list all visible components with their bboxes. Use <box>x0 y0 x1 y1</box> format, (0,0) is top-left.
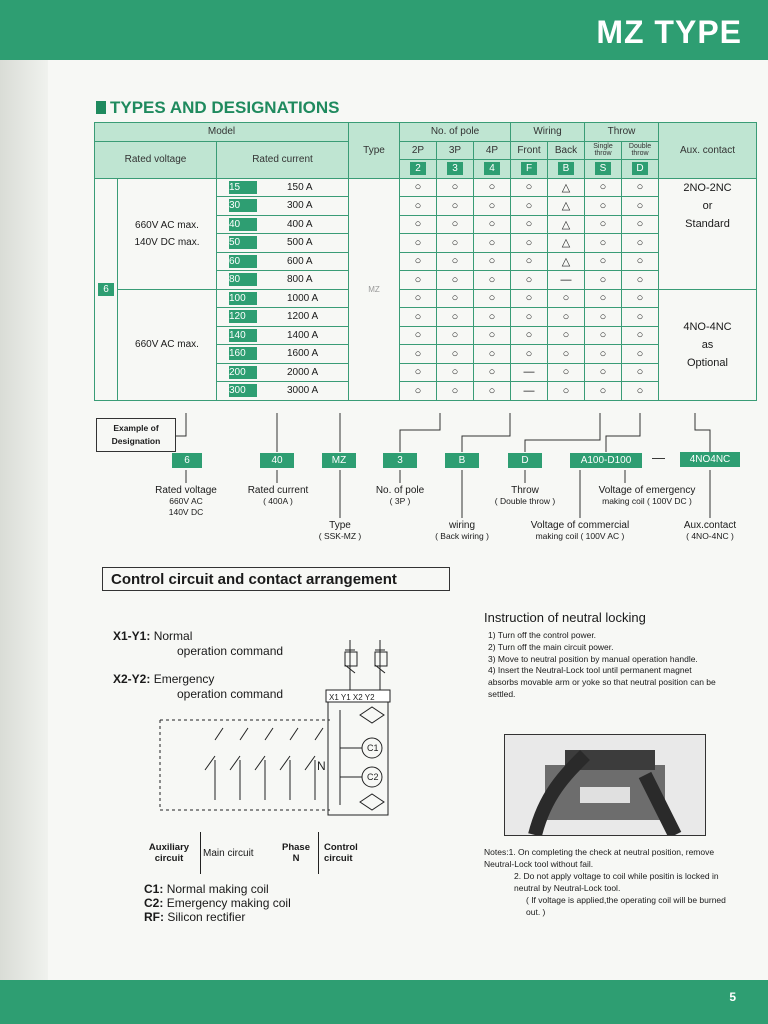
availability-mark: ○ <box>622 308 659 327</box>
availability-mark: ○ <box>511 197 548 216</box>
main-circuit-label: Main circuit <box>203 848 254 859</box>
neutral-lock-photo <box>504 734 706 836</box>
availability-mark: ○ <box>622 252 659 271</box>
availability-mark: △ <box>548 234 585 253</box>
availability-mark: ○ <box>437 382 474 401</box>
availability-mark: ○ <box>400 197 437 216</box>
control-circuit-diagram <box>140 630 420 830</box>
label-commercial-coil <box>518 520 642 542</box>
availability-mark: △ <box>548 215 585 234</box>
label-emergency-coil <box>582 485 712 507</box>
availability-mark: ○ <box>437 326 474 345</box>
current-value: 300 A <box>287 200 313 212</box>
availability-mark: ○ <box>400 234 437 253</box>
availability-mark: ○ <box>437 363 474 382</box>
availability-mark: ○ <box>400 345 437 364</box>
aux-optional: 4NO-4NC as Optional <box>659 289 757 400</box>
availability-mark: ○ <box>474 234 511 253</box>
code-pole: 3 <box>383 453 417 468</box>
availability-mark: ○ <box>622 178 659 197</box>
current-code: 120 <box>229 310 257 323</box>
legend-rf <box>144 910 291 924</box>
availability-mark: ○ <box>474 345 511 364</box>
label-throw-val: ( Double throw ) <box>494 496 556 506</box>
label-rated-voltage-vals: 660V AC 140V DC <box>168 496 204 517</box>
current-value: 1200 A <box>287 311 319 323</box>
c2-key: C2: <box>144 896 164 910</box>
rf-text: Silicon rectifier <box>167 910 246 924</box>
availability-mark: ○ <box>585 326 622 345</box>
label-pole-title: No. of pole <box>375 485 425 496</box>
current-code: 160 <box>229 347 257 360</box>
voltage-group1: 660V AC max. 140V DC max. <box>118 178 217 289</box>
availability-mark: ○ <box>400 178 437 197</box>
availability-mark: ○ <box>585 215 622 234</box>
current-value: 1600 A <box>287 348 319 360</box>
code-wiring: B <box>445 453 479 468</box>
label-aux-val: ( 4NO-4NC ) <box>686 531 734 541</box>
label-type <box>305 520 375 542</box>
availability-mark: ○ <box>511 271 548 290</box>
availability-mark: ○ <box>548 363 585 382</box>
throw-header: Throw <box>585 123 659 142</box>
instruction-step: 2) Turn off the main circuit power. <box>488 641 614 652</box>
availability-mark: ○ <box>585 271 622 290</box>
rf-key: RF: <box>144 910 164 924</box>
c1-text: Normal making coil <box>166 882 269 896</box>
label-throw-title: Throw <box>511 485 539 496</box>
label-emergency-val: making coil ( 100V DC ) <box>602 496 692 506</box>
availability-mark: ○ <box>437 234 474 253</box>
col-single-throw: Single throw <box>585 141 622 160</box>
rated-voltage-header: Rated voltage <box>95 141 217 178</box>
availability-mark: ○ <box>548 326 585 345</box>
availability-mark: ○ <box>585 345 622 364</box>
availability-mark: ○ <box>622 197 659 216</box>
col-2p: 2P <box>400 141 437 160</box>
availability-mark: ○ <box>548 308 585 327</box>
code-badge: S <box>595 162 611 175</box>
coil-c2-label: C2 <box>367 772 379 782</box>
page-title: MZ TYPE <box>596 14 742 50</box>
availability-mark: △ <box>548 252 585 271</box>
current-code: 40 <box>229 218 257 231</box>
divider <box>318 832 319 874</box>
instruction-title: Instruction of neutral locking <box>484 610 646 625</box>
label-aux-contact <box>668 520 752 542</box>
x2-key: X2-Y2: <box>113 672 151 686</box>
availability-mark: ○ <box>474 326 511 345</box>
note-item: 2. Do not apply voltage to coil while positin is locked in neutral by Neutral-Lock tool. <box>514 871 719 893</box>
aux-header: Aux. contact <box>659 123 757 179</box>
availability-mark: ○ <box>437 345 474 364</box>
terminal-labels: X1 Y1 X2 Y2 <box>329 693 375 702</box>
c2-text: Emergency making coil <box>166 896 291 910</box>
availability-mark: ○ <box>585 234 622 253</box>
label-rated-voltage <box>140 485 232 518</box>
label-type-val: ( SSK-MZ ) <box>318 531 362 541</box>
label-commercial-title: Voltage of commercial <box>530 520 630 531</box>
availability-mark: ○ <box>585 289 622 308</box>
availability-mark: ○ <box>548 289 585 308</box>
availability-mark: ○ <box>437 308 474 327</box>
availability-mark: ○ <box>622 271 659 290</box>
availability-mark: ○ <box>474 252 511 271</box>
col-4p: 4P <box>474 141 511 160</box>
label-commercial-val: making coil ( 100V AC ) <box>535 531 625 541</box>
code-type: MZ <box>322 453 356 468</box>
availability-mark: △ <box>548 178 585 197</box>
col-front: Front <box>511 141 548 160</box>
col-3p: 3P <box>437 141 474 160</box>
code-current: 40 <box>260 453 294 468</box>
availability-mark: ○ <box>474 178 511 197</box>
current-code: 60 <box>229 255 257 268</box>
voltage-code-badge: 6 <box>98 283 114 296</box>
label-throw <box>482 485 568 507</box>
label-wiring <box>420 520 504 542</box>
code-badge: D <box>632 162 648 175</box>
availability-mark: ○ <box>548 382 585 401</box>
coil-legend <box>144 882 291 924</box>
availability-mark: ○ <box>437 289 474 308</box>
x2-line2: operation command <box>177 687 284 701</box>
code-badge: 3 <box>447 162 463 175</box>
availability-mark: ○ <box>622 345 659 364</box>
code-coil-voltage: A100-D100 <box>570 453 642 468</box>
availability-mark: ○ <box>437 197 474 216</box>
availability-mark: ○ <box>474 215 511 234</box>
availability-mark: ○ <box>511 234 548 253</box>
label-rated-current <box>238 485 318 507</box>
label-aux-title: Aux.contact <box>683 520 737 531</box>
current-code: 30 <box>229 199 257 212</box>
availability-mark: ○ <box>622 289 659 308</box>
availability-mark: ○ <box>474 382 511 401</box>
availability-mark: ○ <box>585 382 622 401</box>
code-throw: D <box>508 453 542 468</box>
rated-current-header: Rated current <box>217 141 349 178</box>
note-item: Notes:1. On completing the check at neutral position, remove Neutral-Lock tool without fail. <box>484 847 715 869</box>
code-separator: — <box>652 450 665 465</box>
availability-mark: ○ <box>585 197 622 216</box>
footer-bar <box>0 980 768 1024</box>
label-wiring-val: ( Back wiring ) <box>435 531 489 541</box>
availability-mark: ○ <box>474 363 511 382</box>
instruction-list <box>488 630 716 701</box>
label-wiring-title: wiring <box>448 520 476 531</box>
availability-mark: ○ <box>511 289 548 308</box>
current-code: 100 <box>229 292 257 305</box>
availability-mark: ○ <box>622 234 659 253</box>
instruction-step: 4) Insert the Neutral-Lock tool until permanent magnet absorbs movable arm or yoke so that neutral position can be settled. <box>488 665 716 699</box>
availability-mark: ○ <box>511 326 548 345</box>
current-code: 50 <box>229 236 257 249</box>
availability-mark: ○ <box>474 289 511 308</box>
label-rated-current-title: Rated current <box>247 485 309 496</box>
type-cell: MZ <box>349 178 400 400</box>
availability-mark: ○ <box>622 363 659 382</box>
label-type-title: Type <box>329 520 351 531</box>
availability-mark: ○ <box>548 345 585 364</box>
availability-mark: ○ <box>437 252 474 271</box>
current-value: 150 A <box>287 181 313 193</box>
availability-mark: ○ <box>585 252 622 271</box>
availability-mark: ○ <box>437 178 474 197</box>
phase-label: Phase N <box>282 842 310 864</box>
availability-mark: ○ <box>400 363 437 382</box>
availability-mark: ○ <box>400 382 437 401</box>
section-title-text: TYPES AND DESIGNATIONS <box>110 98 340 117</box>
code-voltage: 6 <box>172 453 202 468</box>
current-code: 80 <box>229 273 257 286</box>
col-back: Back <box>548 141 585 160</box>
legend-c2 <box>144 896 291 910</box>
note-item: ( If voltage is applied,the operating coil will be burned out. ) <box>526 895 726 917</box>
label-rated-voltage-title: Rated voltage <box>155 485 217 496</box>
notes <box>484 846 734 918</box>
current-value: 3000 A <box>287 385 319 397</box>
current-value: 800 A <box>287 274 313 286</box>
wiring-header: Wiring <box>511 123 585 142</box>
availability-mark: ○ <box>511 345 548 364</box>
control-circuit-label: Control circuit <box>324 842 358 864</box>
x2-line1: Emergency <box>153 672 215 686</box>
current-value: 400 A <box>287 218 313 230</box>
divider <box>200 832 201 874</box>
voltage-group2: 660V AC max. <box>118 289 217 400</box>
availability-mark: ○ <box>474 271 511 290</box>
availability-mark: ○ <box>474 308 511 327</box>
availability-mark: ○ <box>585 363 622 382</box>
availability-mark: ○ <box>400 215 437 234</box>
instruction-step: 1) Turn off the control power. <box>488 630 597 640</box>
pole-header: No. of pole <box>400 123 511 142</box>
model-header: Model <box>95 123 349 142</box>
current-code: 200 <box>229 366 257 379</box>
availability-mark: — <box>548 271 585 290</box>
example-designation-box: Example of Designation <box>96 418 176 452</box>
availability-mark: ○ <box>511 215 548 234</box>
current-value: 1000 A <box>287 292 319 304</box>
c1-key: C1: <box>144 882 164 896</box>
availability-mark: ○ <box>622 326 659 345</box>
legend-c1 <box>144 882 291 896</box>
current-value: 1400 A <box>287 329 319 341</box>
neutral-n-label: N <box>317 759 326 773</box>
availability-mark: ○ <box>437 271 474 290</box>
current-code: 300 <box>229 384 257 397</box>
availability-mark: ○ <box>511 178 548 197</box>
availability-mark: ○ <box>400 326 437 345</box>
availability-mark: ○ <box>511 308 548 327</box>
availability-mark: — <box>511 382 548 401</box>
availability-mark: ○ <box>585 178 622 197</box>
availability-mark: ○ <box>511 252 548 271</box>
availability-mark: ○ <box>474 197 511 216</box>
code-badge: 2 <box>410 162 426 175</box>
label-emergency-title: Voltage of emergency <box>598 485 696 496</box>
current-value: 600 A <box>287 255 313 267</box>
current-value: 2000 A <box>287 366 319 378</box>
label-pole <box>360 485 440 507</box>
availability-mark: ○ <box>622 215 659 234</box>
code-badge: 4 <box>484 162 500 175</box>
availability-mark: ○ <box>622 382 659 401</box>
label-rated-current-val: ( 400A ) <box>263 496 293 506</box>
aux-standard: 2NO-2NC or Standard <box>659 178 757 289</box>
code-aux: 4NO4NC <box>680 452 740 467</box>
x1-line2: operation command <box>177 644 284 658</box>
coil-c1-label: C1 <box>367 743 379 753</box>
availability-mark: ○ <box>400 289 437 308</box>
availability-mark: ○ <box>585 308 622 327</box>
x1-key: X1-Y1: <box>113 629 151 643</box>
availability-mark: ○ <box>400 252 437 271</box>
neutral-lock-photo-illustration <box>505 735 705 835</box>
availability-mark: ○ <box>400 271 437 290</box>
availability-mark: ○ <box>400 308 437 327</box>
col-double-throw: Double throw <box>622 141 659 160</box>
page-number: 5 <box>729 990 736 1004</box>
label-pole-val: ( 3P ) <box>389 496 411 506</box>
type-header: Type <box>349 123 400 179</box>
code-badge: F <box>521 162 537 175</box>
instruction-step: 3) Move to neutral position by manual operation handle. <box>488 653 698 664</box>
code-badge: B <box>558 162 574 175</box>
current-code: 15 <box>229 181 257 194</box>
aux-circuit-label: Auxiliary circuit <box>148 842 190 864</box>
availability-mark: △ <box>548 197 585 216</box>
x1-line1: Normal <box>153 629 193 643</box>
availability-mark: — <box>511 363 548 382</box>
control-section-title: Control circuit and contact arrangement <box>102 567 450 591</box>
availability-mark: ○ <box>437 215 474 234</box>
current-code: 140 <box>229 329 257 342</box>
current-value: 500 A <box>287 237 313 249</box>
